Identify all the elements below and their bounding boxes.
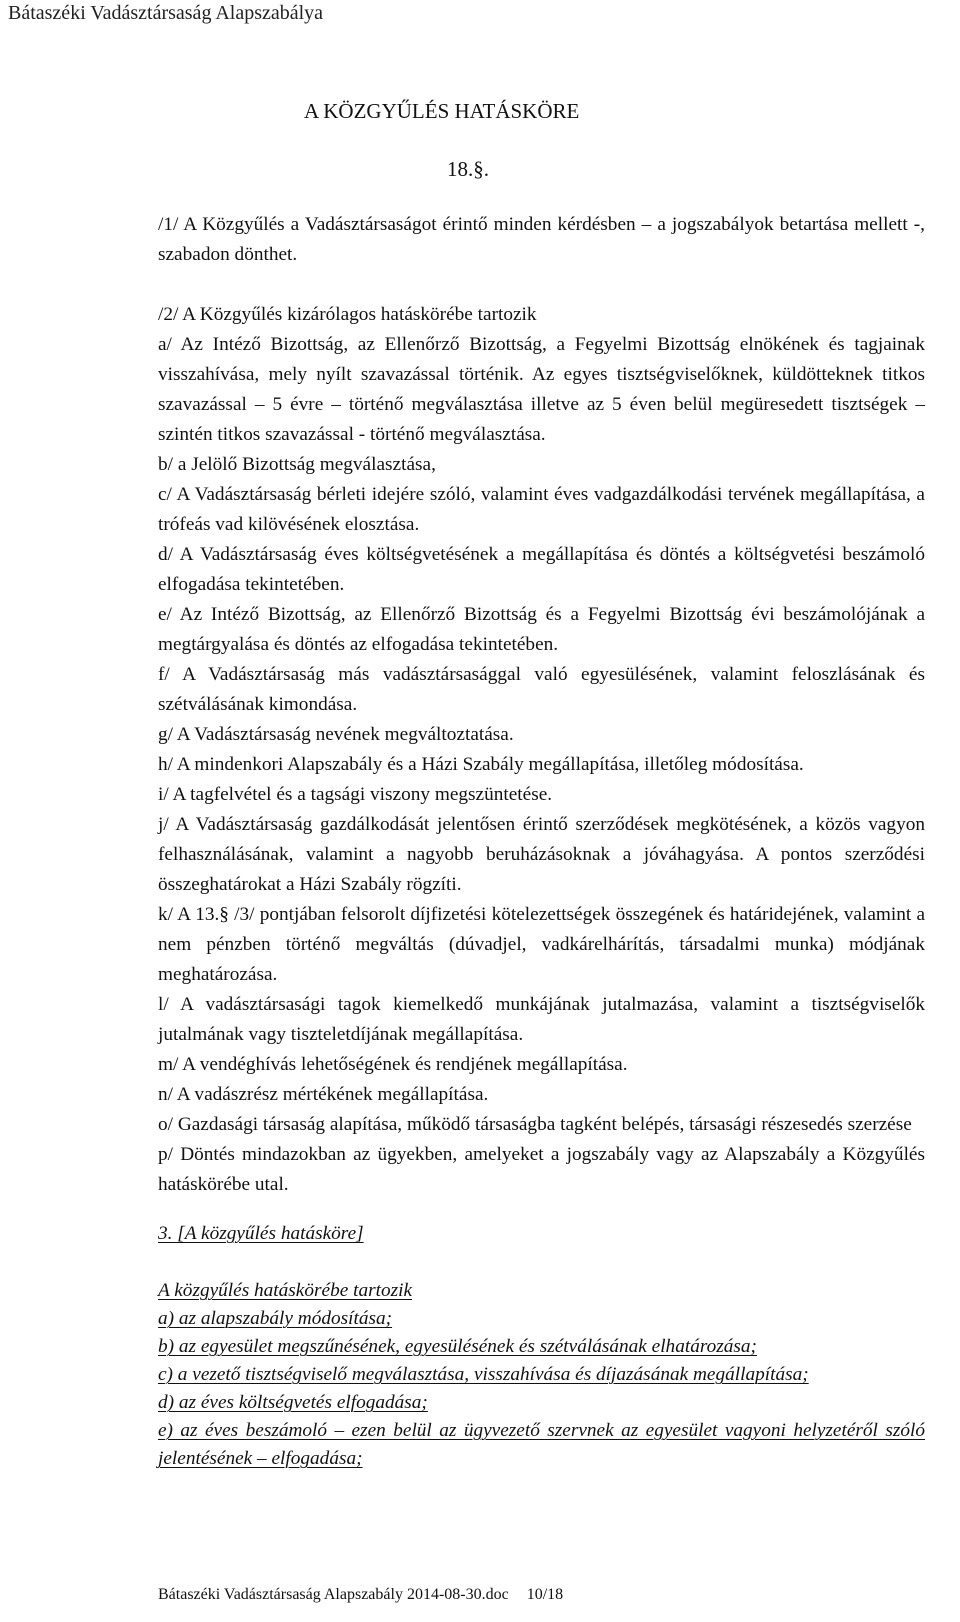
list-item-c: c/ A Vadásztársaság bérleti idejére szóló, valamint éves vadgazdálkodási tervének megállapítása, a trófeás vad kilövésének elosztása. bbox=[158, 484, 925, 535]
reference-item-d: d) az éves költségvetés elfogadása; bbox=[158, 1392, 428, 1413]
reference-item-a: a) az alapszabály módosítása; bbox=[158, 1308, 393, 1329]
reference-item-b: b) az egyesület megszűnésének, egyesülésének és szétválásának elhatározása; bbox=[158, 1336, 757, 1357]
list-item-o: o/ Gazdasági társaság alapítása, működő társaságba tagként belépés, társasági részesedés szerzése bbox=[158, 1114, 912, 1135]
section-number: 18.§. bbox=[447, 157, 489, 181]
competence-list bbox=[158, 330, 925, 1200]
reference-intro: A közgyűlés hatáskörébe tartozik bbox=[158, 1280, 413, 1301]
list-item-l: l/ A vadásztársasági tagok kiemelkedő munkájának jutalmazása, valamint a tisztségviselők jutalmának vagy tiszteletdíjának megállapítása. bbox=[158, 994, 925, 1045]
list-item-i: i/ A tagfelvétel és a tagsági viszony megszüntetése. bbox=[158, 784, 553, 805]
list-item-a: a/ Az Intéző Bizottság, az Ellenőrző Bizottság, a Fegyelmi Bizottság elnökének és tagjainak visszahívása, mely nyílt szavazással történik. Az egyes tisztségviselőknek, küldötteknek titkos szavazással – 5 évre – történő megválasztása illetve az 5 éven belül megüresedett tisztségek – szintén titkos szavazással - történő megválasztása. bbox=[158, 334, 925, 445]
list-item-f: f/ A Vadásztársaság más vadásztársasággal való egyesülésének, valamint feloszlásának és szétválásának kimondása. bbox=[158, 664, 925, 715]
page-footer bbox=[158, 1586, 577, 1604]
list-item-k: k/ A 13.§ /3/ pontjában felsorolt díjfizetési kötelezettségek összegének és határidejének, valamint a nem pénzben történő megváltás (dúvadjel, vadkárelhárítás, társadalmi munka) módjának meghatározása. bbox=[158, 904, 925, 985]
list-item-h: h/ A mindenkori Alapszabály és a Házi Szabály megállapítása, illetőleg módosítása. bbox=[158, 754, 804, 775]
list-item-p: p/ Döntés mindazokban az ügyekben, amelyeket a jogszabály vagy az Alapszabály a Közgyűlés hatáskörébe utal. bbox=[158, 1144, 925, 1195]
page-header: Bátaszéki Vadásztársaság Alapszabálya bbox=[8, 2, 324, 24]
list-item-e: e/ Az Intéző Bizottság, az Ellenőrző Bizottság és a Fegyelmi Bizottság évi beszámolójának a megtárgyalása és döntés az elfogadása tekintetében. bbox=[158, 604, 925, 655]
footer-page-number: 10/18 bbox=[526, 1586, 564, 1603]
section-title: A KÖZGYŰLÉS HATÁSKÖRE bbox=[304, 99, 580, 123]
list-item-j: j/ A Vadásztársaság gazdálkodását jelentősen érintő szerződések megkötésének, a közös vagyon felhasználásának, valamint a nagyobb beruházásoknak a jóváhagyása. A pontos szerződési összeghatárokat a Házi Szabály rögzíti. bbox=[158, 814, 925, 895]
reference-body bbox=[158, 1277, 925, 1473]
reference-title: 3. [A közgyűlés hatásköre] bbox=[158, 1223, 364, 1244]
footer-filename: Bátaszéki Vadásztársaság Alapszabály 2014-08-30.doc bbox=[158, 1586, 509, 1603]
list-item-m: m/ A vendéghívás lehetőségének és rendjének megállapítása. bbox=[158, 1054, 628, 1075]
reference-item-c: c) a vezető tisztségviselő megválasztása, visszahívása és díjazásának megállapítása; bbox=[158, 1364, 809, 1385]
paragraph-2: /2/ A Közgyűlés kizárólagos hatáskörébe tartozik bbox=[158, 304, 537, 325]
list-item-n: n/ A vadászrész mértékének megállapítása. bbox=[158, 1084, 489, 1105]
section-body bbox=[158, 210, 925, 1200]
reference-section bbox=[158, 1220, 925, 1248]
list-item-d: d/ A Vadásztársaság éves költségvetésének a megállapítása és döntés a költségvetési beszámoló elfogadása tekintetében. bbox=[158, 544, 925, 595]
paragraph-1: /1/ A Közgyűlés a Vadásztársaságot érintő minden kérdésben – a jogszabályok betartása mellett -, szabadon dönthet. bbox=[158, 214, 925, 265]
list-item-b: b/ a Jelölő Bizottság megválasztása, bbox=[158, 454, 436, 475]
reference-item-e: e) az éves beszámoló – ezen belül az ügyvezető szervnek az egyesület vagyoni helyzetéről szóló jelentésének – elfogadása; bbox=[158, 1420, 925, 1469]
list-item-g: g/ A Vadásztársaság nevének megváltoztatása. bbox=[158, 724, 514, 745]
